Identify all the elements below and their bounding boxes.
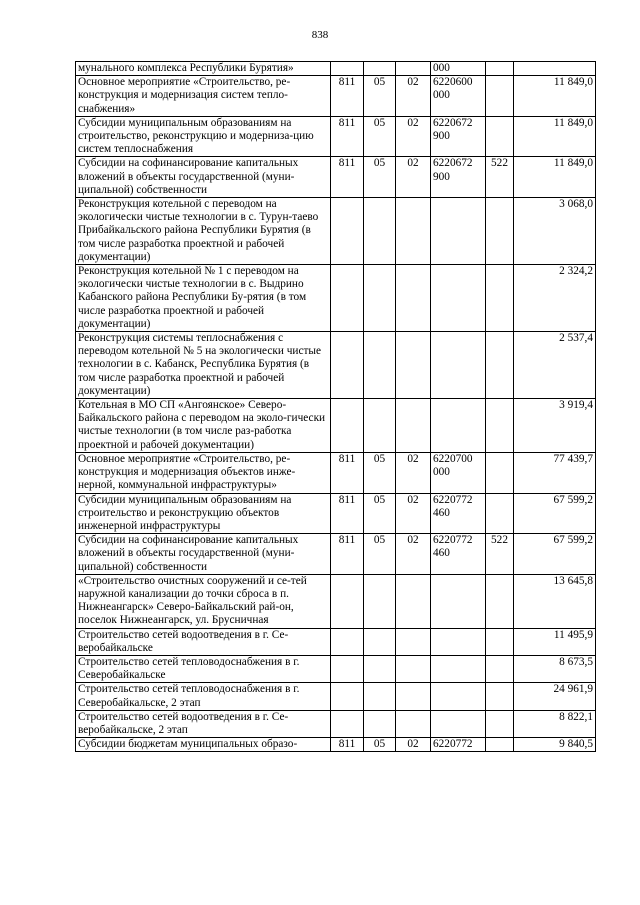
row-subsection-cell: 02: [396, 76, 431, 117]
table-row: [76, 534, 596, 575]
row-expense-type-cell: [486, 116, 514, 157]
row-amount-cell: 2 324,2: [514, 265, 596, 332]
row-ministry-code-cell: [331, 62, 364, 76]
row-subsection-cell: [396, 399, 431, 453]
row-ministry-code-cell: [331, 574, 364, 628]
row-amount-cell: 77 439,7: [514, 452, 596, 493]
row-name-cell: Реконструкция системы теплоснабжения с переводом котельной № 5 на экологически чистые технологии в с. Кабанск, Республика Бурятия (в том числе разработка проектной и рабочей документации): [76, 332, 331, 399]
row-section-cell: 05: [364, 76, 396, 117]
row-target-article-cell: [431, 332, 486, 399]
row-ministry-code-cell: [331, 655, 364, 682]
table-row: [76, 574, 596, 628]
row-target-article-cell: 6220672 900: [431, 116, 486, 157]
row-expense-type-cell: [486, 493, 514, 534]
row-amount-cell: 3 068,0: [514, 198, 596, 265]
row-target-article-cell: 6220672 900: [431, 157, 486, 198]
row-ministry-code-cell: 811: [331, 534, 364, 575]
row-expense-type-cell: [486, 574, 514, 628]
row-expense-type-cell: [486, 62, 514, 76]
table-row: [76, 265, 596, 332]
row-subsection-cell: 02: [396, 738, 431, 752]
row-amount-cell: 2 537,4: [514, 332, 596, 399]
page-number: 838: [311, 29, 329, 41]
row-expense-type-cell: [486, 265, 514, 332]
row-expense-type-cell: [486, 399, 514, 453]
table-row: [76, 116, 596, 157]
row-section-cell: [364, 62, 396, 76]
row-section-cell: [364, 265, 396, 332]
row-target-article-cell: [431, 399, 486, 453]
row-section-cell: 05: [364, 157, 396, 198]
row-target-article-cell: [431, 628, 486, 655]
row-ministry-code-cell: [331, 710, 364, 737]
row-expense-type-cell: [486, 655, 514, 682]
row-ministry-code-cell: [331, 332, 364, 399]
table-row: [76, 710, 596, 737]
row-subsection-cell: [396, 628, 431, 655]
row-expense-type-cell: [486, 76, 514, 117]
row-name-cell: Реконструкция котельной № 1 с переводом на экологически чистые технологии в с. Выдрино Кабанского района Республики Бу-рятия (в том числе разработка проектной и рабочей документации): [76, 265, 331, 332]
table-row: [76, 738, 596, 752]
row-subsection-cell: 02: [396, 157, 431, 198]
row-subsection-cell: 02: [396, 116, 431, 157]
row-section-cell: 05: [364, 534, 396, 575]
row-name-cell: Субсидии бюджетам муниципальных образо-: [76, 738, 331, 752]
row-subsection-cell: [396, 62, 431, 76]
row-name-cell: Субсидии муниципальным образованиям на строительство, реконструкцию и модерниза-цию систем теплоснабжения: [76, 116, 331, 157]
row-expense-type-cell: 522: [486, 157, 514, 198]
row-subsection-cell: 02: [396, 493, 431, 534]
row-target-article-cell: [431, 574, 486, 628]
row-ministry-code-cell: [331, 399, 364, 453]
row-name-cell: Строительство сетей тепловодоснабжения в г. Северобайкальске: [76, 655, 331, 682]
row-name-cell: Котельная в МО СП «Ангоянское» Северо-Байкальского района с переводом на эколо-гически чистые технологии (в том числе раз-работка проектной и рабочей документации): [76, 399, 331, 453]
row-target-article-cell: 6220772: [431, 738, 486, 752]
row-section-cell: 05: [364, 452, 396, 493]
row-name-cell: Основное мероприятие «Строительство, ре-конструкция и модернизация систем тепло-снабжения»: [76, 76, 331, 117]
row-amount-cell: 11 849,0: [514, 116, 596, 157]
row-ministry-code-cell: [331, 683, 364, 710]
row-subsection-cell: [396, 198, 431, 265]
budget-table: [75, 61, 596, 752]
row-subsection-cell: 02: [396, 452, 431, 493]
row-amount-cell: 24 961,9: [514, 683, 596, 710]
row-target-article-cell: [431, 710, 486, 737]
row-ministry-code-cell: [331, 265, 364, 332]
row-subsection-cell: [396, 574, 431, 628]
row-name-cell: мунального комплекса Республики Бурятия»: [76, 62, 331, 76]
row-target-article-cell: [431, 198, 486, 265]
row-expense-type-cell: [486, 332, 514, 399]
table-row: [76, 399, 596, 453]
table-row: [76, 157, 596, 198]
row-section-cell: [364, 683, 396, 710]
row-name-cell: Субсидии на софинансирование капитальных вложений в объекты государственной (муни-ципальной) собственности: [76, 534, 331, 575]
table-row: [76, 62, 596, 76]
row-amount-cell: 67 599,2: [514, 493, 596, 534]
row-subsection-cell: [396, 265, 431, 332]
table-row: [76, 628, 596, 655]
row-expense-type-cell: [486, 683, 514, 710]
budget-table-body: [76, 62, 596, 752]
row-expense-type-cell: [486, 198, 514, 265]
row-amount-cell: 13 645,8: [514, 574, 596, 628]
row-ministry-code-cell: 811: [331, 493, 364, 534]
row-section-cell: [364, 198, 396, 265]
row-name-cell: Строительство сетей водоотведения в г. Се-веробайкальске, 2 этап: [76, 710, 331, 737]
row-amount-cell: [514, 62, 596, 76]
table-row: [76, 76, 596, 117]
table-row: [76, 493, 596, 534]
row-amount-cell: 11 495,9: [514, 628, 596, 655]
row-subsection-cell: [396, 655, 431, 682]
row-amount-cell: 11 849,0: [514, 76, 596, 117]
row-section-cell: [364, 710, 396, 737]
row-section-cell: 05: [364, 493, 396, 534]
row-subsection-cell: 02: [396, 534, 431, 575]
row-name-cell: Реконструкция котельной с переводом на экологически чистые технологии в с. Турун-таево Прибайкальского района Республики Бурятия (в том числе разработка проектной и рабочей документации): [76, 198, 331, 265]
row-ministry-code-cell: [331, 628, 364, 655]
row-name-cell: Строительство сетей тепловодоснабжения в г. Северобайкальске, 2 этап: [76, 683, 331, 710]
table-row: [76, 198, 596, 265]
row-ministry-code-cell: [331, 198, 364, 265]
row-expense-type-cell: [486, 710, 514, 737]
row-expense-type-cell: [486, 738, 514, 752]
row-subsection-cell: [396, 683, 431, 710]
table-row: [76, 332, 596, 399]
row-section-cell: [364, 655, 396, 682]
row-section-cell: 05: [364, 738, 396, 752]
row-amount-cell: 8 822,1: [514, 710, 596, 737]
row-target-article-cell: [431, 265, 486, 332]
row-name-cell: Субсидии муниципальным образованиям на строительство и реконструкцию объектов инженерной инфраструктуры: [76, 493, 331, 534]
row-ministry-code-cell: 811: [331, 76, 364, 117]
row-target-article-cell: [431, 655, 486, 682]
row-amount-cell: 67 599,2: [514, 534, 596, 575]
row-target-article-cell: 6220700 000: [431, 452, 486, 493]
row-name-cell: «Строительство очистных сооружений и се-тей наружной канализации до точки сброса в п. Нижнеангарск» Северо-Байкальский рай-он, поселок Нижнеангарск, ул. Брусничная: [76, 574, 331, 628]
row-amount-cell: 11 849,0: [514, 157, 596, 198]
row-ministry-code-cell: 811: [331, 157, 364, 198]
row-amount-cell: 8 673,5: [514, 655, 596, 682]
row-expense-type-cell: [486, 452, 514, 493]
table-row: [76, 683, 596, 710]
row-target-article-cell: 6220600 000: [431, 76, 486, 117]
row-section-cell: [364, 332, 396, 399]
row-target-article-cell: 6220772 460: [431, 534, 486, 575]
row-section-cell: [364, 399, 396, 453]
row-ministry-code-cell: 811: [331, 738, 364, 752]
row-section-cell: [364, 574, 396, 628]
row-name-cell: Основное мероприятие «Строительство, ре-конструкция и модернизация объектов инже-нерной, коммунальной инфраструктуры»: [76, 452, 331, 493]
row-name-cell: Субсидии на софинансирование капитальных вложений в объекты государственной (муни-ципальной) собственности: [76, 157, 331, 198]
row-expense-type-cell: 522: [486, 534, 514, 575]
row-name-cell: Строительство сетей водоотведения в г. Се-веробайкальске: [76, 628, 331, 655]
row-section-cell: [364, 628, 396, 655]
row-section-cell: 05: [364, 116, 396, 157]
row-ministry-code-cell: 811: [331, 452, 364, 493]
row-amount-cell: 3 919,4: [514, 399, 596, 453]
row-target-article-cell: 6220772 460: [431, 493, 486, 534]
table-row: [76, 655, 596, 682]
row-subsection-cell: [396, 710, 431, 737]
row-subsection-cell: [396, 332, 431, 399]
row-target-article-cell: [431, 683, 486, 710]
row-ministry-code-cell: 811: [331, 116, 364, 157]
table-row: [76, 452, 596, 493]
row-amount-cell: 9 840,5: [514, 738, 596, 752]
row-target-article-cell: 000: [431, 62, 486, 76]
row-expense-type-cell: [486, 628, 514, 655]
